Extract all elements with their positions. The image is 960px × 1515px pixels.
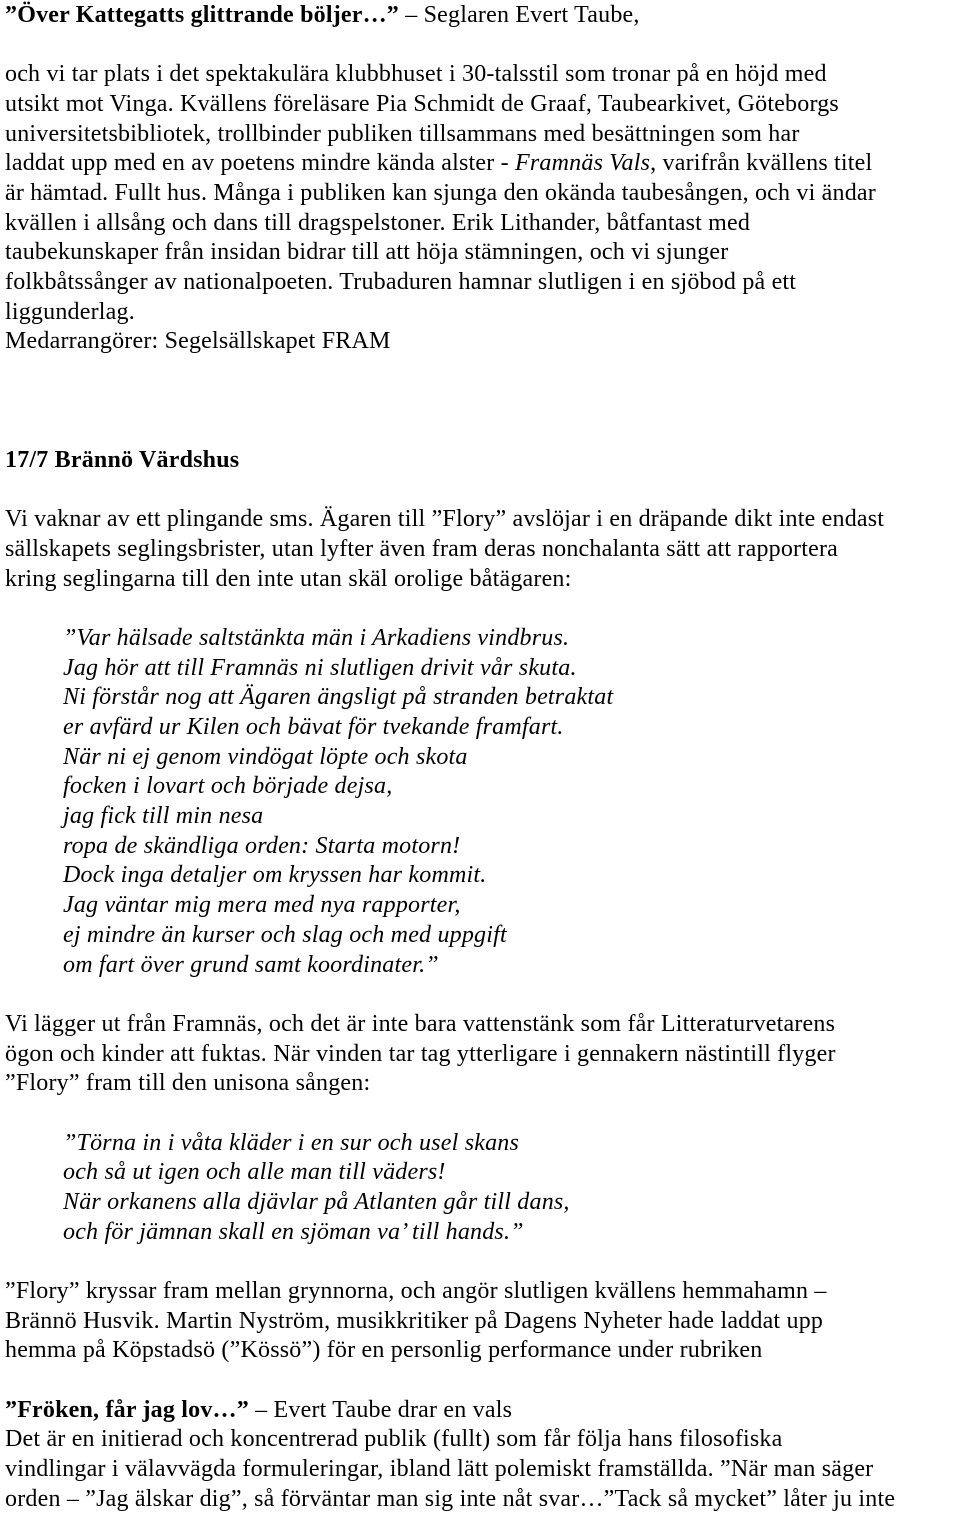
section-heading <box>5 1396 960 1426</box>
poem-line <box>5 1218 960 1248</box>
blank-line <box>5 387 960 417</box>
italic-text: Dock inga detaljer om kryssen har kommit. <box>63 862 487 889</box>
text-segment: Vi lägger ut från Framnäs, och det är inte bara vattenstänk som får Litteraturvetarens <box>5 1010 836 1037</box>
italic-text: ej mindre än kurser och slag och med uppgift <box>63 921 507 948</box>
italic-text: När ni ej genom vindögat löpte och skota <box>63 743 468 770</box>
text-segment: Vi vaknar av ett plingande sms. Ägaren till ”Flory” avslöjar i en dräpande dikt inte endast <box>5 506 885 533</box>
blank-line <box>5 1099 960 1129</box>
poem-line <box>5 772 960 802</box>
text-line <box>5 1485 960 1515</box>
poem-line <box>5 713 960 743</box>
blank-line <box>5 594 960 624</box>
text-segment: folkbåtssånger av nationalpoeten. Trubaduren hamnar slutligen i en sjöbod på ett <box>5 269 797 296</box>
text-segment: Medarrangörer: Segelsällskapet FRAM <box>5 328 391 355</box>
text-segment: är hämtad. Fullt hus. Många i publiken kan sjunga den okända taubesången, och vi ändar <box>5 180 876 207</box>
text-segment: hemma på Köpstadsö (”Kössö”) för en personlig performance under rubriken <box>5 1337 763 1364</box>
text-segment: kring seglingarna till den inte utan skäl orolige båtägaren: <box>5 565 572 592</box>
text-line <box>5 1010 960 1040</box>
text-line <box>5 179 960 209</box>
text-segment: taubekunskaper från insidan bidrar till att höja stämningen, och vi sjunger <box>5 239 729 266</box>
poem-line <box>5 861 960 891</box>
text-segment: Brännö Husvik. Martin Nyström, musikkritiker på Dagens Nyheter hade laddat upp <box>5 1307 824 1334</box>
bold-text: ”Fröken, får jag lov…” <box>5 1396 249 1423</box>
text-segment: ”Flory” kryssar fram mellan grynnorna, och angör slutligen kvällens hemmahamn – <box>5 1277 827 1304</box>
text-line <box>5 505 960 535</box>
text-line <box>5 209 960 239</box>
text-line <box>5 90 960 120</box>
italic-text: ”Törna in i våta kläder i en sur och usel skans <box>63 1129 520 1156</box>
text-line <box>5 60 960 90</box>
poem-line <box>5 624 960 654</box>
italic-text: När orkanens alla djävlar på Atlanten går till dans, <box>63 1188 570 1215</box>
bold-text: ”Över Kattegatts glittrande böljer…” <box>5 2 400 28</box>
bold-text: 17/7 Brännö Värdshus <box>5 447 240 474</box>
blank-line <box>5 980 960 1010</box>
text-segment: Det är en initierad och koncentrerad publik (fullt) som får följa hans filosofiska <box>5 1426 783 1453</box>
text-line <box>5 120 960 150</box>
text-segment: ”Flory” fram till den unisona sången: <box>5 1070 371 1097</box>
blank-line <box>5 476 960 506</box>
poem-line <box>5 802 960 832</box>
text-segment: kvällen i allsång och dans till dragspelstoner. Erik Lithander, båtfantast med <box>5 209 751 236</box>
blank-line <box>5 1247 960 1277</box>
text-segment: orden – ”Jag älskar dig”, så förväntar man sig inte nåt svar…”Tack så mycket” låter ju inte <box>5 1485 896 1512</box>
text-line <box>5 298 960 328</box>
text-line <box>5 1069 960 1099</box>
blank-line <box>5 1366 960 1396</box>
text-line <box>5 1307 960 1337</box>
poem-line <box>5 743 960 773</box>
text-line <box>5 1040 960 1070</box>
poem-line <box>5 683 960 713</box>
poem-line <box>5 951 960 981</box>
blank-line <box>5 31 960 61</box>
poem-line <box>5 832 960 862</box>
section-heading <box>5 1 960 31</box>
poem-line <box>5 1188 960 1218</box>
text-segment: och vi tar plats i det spektakulära klubbhuset i 30-talsstil som tronar på en höjd med <box>5 61 827 88</box>
blank-line <box>5 416 960 446</box>
italic-text: jag fick till min nesa <box>63 803 264 830</box>
text-line <box>5 1455 960 1485</box>
text-segment: , varifrån kvällens titel <box>650 150 873 177</box>
text-segment: vindlingar i välavvägda formuleringar, ibland lätt polemiskt framställda. ”När man säger <box>5 1455 874 1482</box>
text-segment: – Evert Taube drar en vals <box>248 1396 513 1423</box>
italic-text: Jag väntar mig mera med nya rapporter, <box>63 892 461 919</box>
italic-text: och så ut igen och alle man till väders! <box>63 1159 446 1186</box>
italic-text: Ni förstår nog att Ägaren ängsligt på stranden betraktat <box>63 684 614 711</box>
text-line <box>5 535 960 565</box>
poem-line <box>5 1158 960 1188</box>
text-line <box>5 238 960 268</box>
italic-text: ”Var hälsade saltstänkta män i Arkadiens vindbrus. <box>63 625 570 652</box>
text-line <box>5 149 960 179</box>
text-segment: liggunderlag. <box>5 298 135 325</box>
italic-text: om fart över grund samt koordinater.” <box>63 951 439 978</box>
italic-text: Framnäs Vals <box>515 150 651 177</box>
text-segment: universitetsbibliotek, trollbinder publiken tillsammans med besättningen som har <box>5 120 800 147</box>
text-line <box>5 1425 960 1455</box>
italic-text: er avfärd ur Kilen och bävat för tvekande framfart. <box>63 714 564 741</box>
text-line <box>5 268 960 298</box>
italic-text: focken i lovart och började dejsa, <box>63 773 393 800</box>
text-line <box>5 565 960 595</box>
italic-text: ropa de skändliga orden: Starta motorn! <box>63 832 461 859</box>
poem-line <box>5 654 960 684</box>
italic-text: Jag hör att till Framnäs ni slutligen drivit vår skuta. <box>63 654 577 681</box>
text-line <box>5 1277 960 1307</box>
section-heading <box>5 446 960 476</box>
poem-line <box>5 1129 960 1159</box>
poem-line <box>5 921 960 951</box>
text-segment: laddat upp med en av poetens mindre kända alster - <box>5 150 516 177</box>
italic-text: och för jämnan skall en sjöman va’ till hands.” <box>63 1218 524 1245</box>
text-line <box>5 1336 960 1366</box>
text-line <box>5 327 960 357</box>
text-segment: – Seglaren Evert Taube, <box>399 2 640 28</box>
blank-line <box>5 357 960 387</box>
text-segment: ögon och kinder att fuktas. När vinden tar tag ytterligare i gennakern nästintill flyger <box>5 1040 836 1067</box>
text-segment: sällskapets seglingsbrister, utan lyfter även fram deras nonchalanta sätt att rapportera <box>5 536 839 563</box>
poem-line <box>5 891 960 921</box>
text-segment: utsikt mot Vinga. Kvällens föreläsare Pia Schmidt de Graaf, Taubearkivet, Göteborgs <box>5 91 839 118</box>
